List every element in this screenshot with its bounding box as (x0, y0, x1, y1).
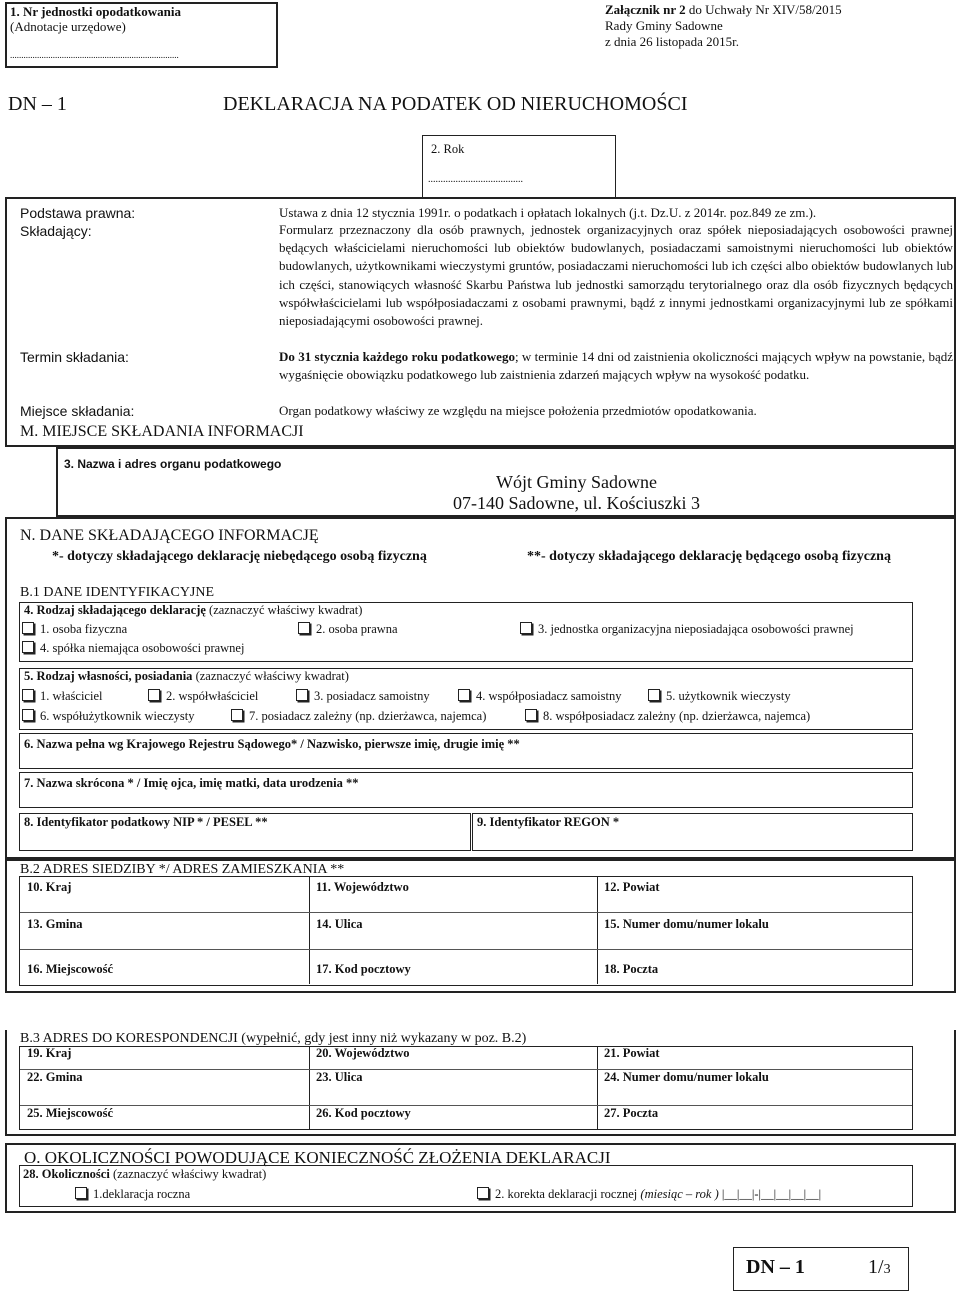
field4-label (24, 603, 362, 618)
b3-county[interactable]: 21. Powiat (604, 1046, 660, 1060)
checkbox-icon[interactable] (296, 689, 308, 701)
footer-doc-code: DN – 1 (746, 1256, 805, 1278)
checkbox-icon[interactable] (458, 689, 470, 701)
field8-box[interactable] (19, 813, 471, 851)
option-independent-holder[interactable] (296, 689, 430, 704)
year-label: 2. Rok (431, 142, 465, 156)
attachment-number: Załącznik nr 2 (605, 2, 686, 17)
option-label: 2. osoba prawna (316, 622, 398, 636)
field4-label-bold: 4. Rodzaj składającego deklarację (24, 603, 206, 617)
option-label: 2. współwłaściciel (166, 689, 259, 703)
page-total: 3 (883, 1262, 891, 1277)
deadline-rest: ; w terminie 14 dni od zaistnienia okoliczności mających wpływ na powstanie, bądź wygaśnięcie obowiązku podatkowego lub zaistnienia zdarzeń mających wpływ na wysokość podatku. (279, 349, 953, 383)
deadline-bold: Do 31 stycznia każdego roku podatkowego (279, 349, 515, 364)
field6-label: 6. Nazwa pełna wg Krajowego Rejestru Sądowego* / Nazwisko, pierwsze imię, drugie imię ** (24, 737, 520, 751)
option-label: 6. współużytkownik wieczysty (40, 709, 195, 723)
footer-page-number (868, 1256, 891, 1279)
grid-divider (309, 1047, 310, 1129)
option-company[interactable] (22, 641, 244, 656)
official-notes-label: (Adnotacje urzędowe) (10, 19, 126, 34)
checkbox-icon[interactable] (231, 709, 243, 721)
tax-office-address: 07-140 Sadowne, ul. Kościuszki 3 (453, 493, 700, 513)
b3-grid (19, 1046, 913, 1130)
field5-label (24, 669, 349, 684)
field5-box (19, 668, 913, 730)
place-text: Organ podatkowy właściwy ze względu na miejsce położenia przedmiotów opodatkowania. (279, 403, 757, 418)
b2-street[interactable]: 14. Ulica (316, 917, 363, 931)
field3-label: 3. Nazwa i adres organu podatkowego (64, 457, 282, 471)
option-label: 5. użytkownik wieczysty (666, 689, 791, 703)
b2-title: B.2 ADRES SIEDZIBY */ ADRES ZAMIESZKANIA ** (20, 862, 345, 877)
grid-divider (597, 877, 598, 984)
b3-post-office[interactable]: 27. Poczta (604, 1106, 659, 1120)
basis-label: Podstawa prawna: (20, 205, 136, 221)
tax-office-name: Wójt Gminy Sadowne (496, 472, 657, 492)
option-label: 3. posiadacz samoistny (314, 689, 430, 703)
grid-divider (597, 1047, 598, 1129)
checkbox-icon[interactable] (520, 622, 532, 634)
deadline-text (279, 348, 953, 384)
checkbox-icon[interactable] (525, 709, 537, 721)
option-label: 4. spółka niemająca osobowości prawnej (40, 641, 245, 655)
note-non-person: *- dotyczy składającego deklarację niebędącego osobą fizyczną (52, 549, 427, 564)
option-natural-person[interactable] (22, 622, 127, 637)
option-dependent-holder[interactable] (231, 709, 486, 724)
grid-row-divider (20, 949, 912, 950)
tax-unit-number-label: 1. Nr jednostki opodatkowania (10, 4, 181, 19)
place-label: Miejsce składania: (20, 403, 135, 419)
b2-post-office[interactable]: 18. Poczta (604, 962, 659, 976)
checkbox-icon[interactable] (477, 1187, 489, 1199)
section-n-title: N. DANE SKŁADAJĄCEGO INFORMACJĘ (20, 527, 319, 544)
deadline-label: Termin składania: (20, 349, 129, 365)
checkbox-icon[interactable] (22, 689, 34, 701)
field9-label: 9. Identyfikator REGON * (477, 815, 620, 829)
option-annual-declaration[interactable] (75, 1187, 190, 1202)
field7-label: 7. Nazwa skrócona * / Imię ojca, imię matki, data urodzenia ** (24, 776, 359, 790)
b2-commune[interactable]: 13. Gmina (27, 917, 83, 931)
tax-office-box (56, 447, 956, 517)
checkbox-icon[interactable] (22, 709, 34, 721)
option-label: 8. współposiadacz zależny (np. dzierżawca, najemca) (543, 709, 811, 723)
field9-box[interactable] (472, 813, 913, 851)
year-box (422, 135, 616, 199)
field28-label-hint: (zaznaczyć właściwy kwadrat) (109, 1167, 267, 1181)
option-co-perpetual-user[interactable] (22, 709, 195, 724)
b2-voivodeship[interactable]: 11. Województwo (316, 880, 409, 894)
option-org-unit[interactable] (520, 622, 854, 637)
field28-label-bold: 28. Okoliczności (23, 1167, 110, 1181)
attachment-line3: z dnia 26 listopada 2015r. (605, 34, 739, 49)
b2-grid (19, 876, 913, 986)
filer-text: Formularz przeznaczony dla osób prawnych, jednostek organizacyjnych oraz spółek nieposiadających osobowości prawnej będących właścicielami nieruchomości lub obiektów budowlanych, posiadaczami samoistnymi nieruchomości lub obiektów budowlanych, użytkownikami wieczystymi gruntów, posiadaczami nieruchomości lub ich części albo obiektów budowlanych lub ich części, stanowiących własność Skarbu Państwa lub jednostki samorządu terytorialnego oraz dla osób fizycznych będących współwłaścicielami lub współposiadaczami z osobami prawnymi, bądź z innymi jednostkami organizacyjnymi lub ze spółkami nieposiadającymi osobowości prawnej. (279, 222, 953, 329)
field4-label-hint: (zaznaczyć właściwy kwadrat) (205, 603, 363, 617)
attachment-line1 (605, 2, 842, 18)
b3-voivodeship[interactable]: 20. Województwo (316, 1046, 410, 1060)
b3-house-number[interactable]: 24. Numer domu/numer lokalu (604, 1070, 769, 1084)
option-perpetual-user[interactable] (648, 689, 791, 704)
field4-box (19, 602, 913, 662)
option-legal-person[interactable] (298, 622, 398, 637)
grid-divider (309, 877, 310, 984)
basis-text: Ustawa z dnia 12 stycznia 1991r. o podatkach i opłatach lokalnych (j.t. Dz.U. z 2014r. poz.849 ze zm.). (279, 205, 817, 220)
doc-title: DEKLARACJA NA PODATEK OD NIERUCHOMOŚCI (223, 93, 688, 115)
section-m-title: M. MIEJSCE SKŁADANIA INFORMACJI (20, 423, 304, 440)
tax-unit-number-dots[interactable]: ........................................................................... (10, 50, 179, 60)
option-label: 1. właściciel (40, 689, 103, 703)
page-current: 1/ (868, 1256, 884, 1278)
option-label: 4. współposiadacz samoistny (476, 689, 622, 703)
grid-row-divider (20, 1069, 912, 1070)
filer-label: Składający: (20, 223, 92, 239)
footer-page-box (733, 1247, 909, 1291)
b3-country[interactable]: 19. Kraj (27, 1046, 72, 1060)
option-label: 1. osoba fizyczna (40, 622, 128, 636)
note-person: **- dotyczy składającego deklarację będącego osobą fizyczną (527, 549, 891, 564)
b2-town[interactable]: 16. Miejscowość (27, 962, 114, 976)
option-correction[interactable] (477, 1187, 821, 1202)
month-year-hint: (miesiąc – rok ) (640, 1187, 719, 1201)
b2-house-number[interactable]: 15. Numer domu/numer lokalu (604, 917, 769, 931)
b2-county[interactable]: 12. Powiat (604, 880, 660, 894)
field6-box[interactable] (19, 733, 913, 769)
option-label: 1.deklaracja roczna (93, 1187, 191, 1201)
option-label: 3. jednostka organizacyjna nieposiadająca osobowości prawnej (538, 622, 854, 636)
checkbox-icon[interactable] (298, 622, 310, 634)
option-label: 7. posiadacz zależny (np. dzierżawca, najemca) (249, 709, 487, 723)
checkbox-icon[interactable] (75, 1187, 87, 1199)
field28-box (19, 1165, 913, 1207)
b2-postal-code[interactable]: 17. Kod pocztowy (316, 962, 411, 976)
b2-country[interactable]: 10. Kraj (27, 880, 72, 894)
option-owner[interactable] (22, 689, 102, 704)
b3-postal-code[interactable]: 26. Kod pocztowy (316, 1106, 411, 1120)
doc-code: DN – 1 (8, 93, 67, 115)
b3-commune[interactable]: 22. Gmina (27, 1070, 83, 1084)
section-o-title: O. OKOLICZNOŚCI POWODUJĄCE KONIECZNOŚĆ ZŁOŻENIA DEKLARACJI (24, 1148, 611, 1167)
field5-label-hint: (zaznaczyć właściwy kwadrat) (192, 669, 349, 683)
checkbox-icon[interactable] (22, 622, 34, 634)
month-year-boxes[interactable]: |__|__|-|__|__|__|__| (718, 1187, 822, 1201)
b3-title: B.3 ADRES DO KORESPONDENCJI (wypełnić, gdy jest inny niż wykazany w poz. B.2) (20, 1031, 527, 1046)
field28-label (23, 1167, 266, 1182)
option-co-dependent-holder[interactable] (525, 709, 810, 724)
b3-street[interactable]: 23. Ulica (316, 1070, 363, 1084)
tax-unit-number-box (5, 2, 278, 68)
option-label: 2. korekta deklaracji rocznej (495, 1187, 641, 1201)
grid-row-divider (20, 912, 912, 913)
grid-row-divider (20, 1105, 912, 1106)
option-co-independent-holder[interactable] (458, 689, 621, 704)
checkbox-icon[interactable] (648, 689, 660, 701)
attachment-line2: Rady Gminy Sadowne (605, 18, 723, 33)
resolution-ref: do Uchwały Nr XIV/58/2015 (685, 2, 842, 17)
b3-town[interactable]: 25. Miejscowość (27, 1106, 114, 1120)
b1-title: B.1 DANE IDENTYFIKACYJNE (20, 585, 215, 600)
checkbox-icon[interactable] (22, 641, 34, 653)
option-co-owner[interactable] (148, 689, 258, 704)
field7-box[interactable] (19, 772, 913, 808)
checkbox-icon[interactable] (148, 689, 160, 701)
legal-info-section (5, 197, 956, 447)
field8-label: 8. Identyfikator podatkowy NIP * / PESEL ** (24, 815, 268, 829)
field5-label-bold: 5. Rodzaj własności, posiadania (24, 669, 193, 683)
year-dots[interactable]: ...................................... (428, 174, 523, 185)
